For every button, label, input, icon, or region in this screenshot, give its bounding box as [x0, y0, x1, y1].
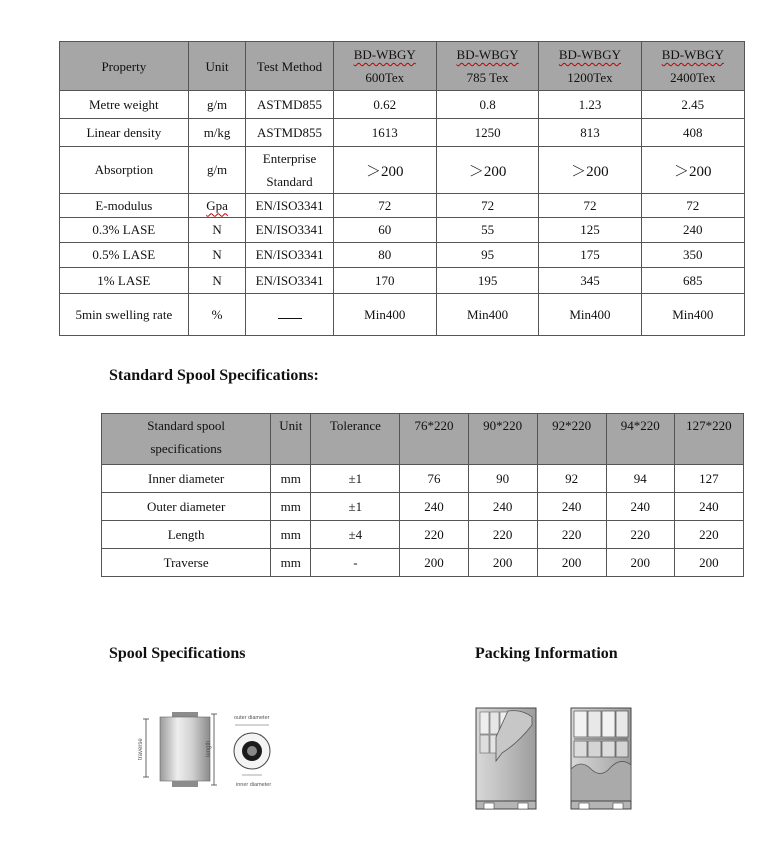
product-brand: BD-WBGY: [353, 47, 416, 62]
row-unit: %: [188, 294, 246, 336]
row-value: Min400: [436, 294, 538, 336]
row-unit: N: [188, 218, 246, 243]
row-value: 94: [606, 465, 674, 493]
product-brand: BD-WBGY: [661, 47, 724, 62]
packing-info-heading: Packing Information: [475, 645, 618, 662]
row-tolerance: ±4: [311, 521, 400, 549]
row-unit: m/kg: [188, 119, 246, 147]
row-property: 0.3% LASE: [60, 218, 189, 243]
row-property: 5min swelling rate: [60, 294, 189, 336]
row-property: 1% LASE: [60, 268, 189, 294]
table-row: [60, 218, 745, 243]
row-value: 220: [674, 521, 743, 549]
row-value: ＞200: [539, 147, 641, 194]
product-tex: 785 Tex: [466, 70, 509, 85]
row-value: 72: [641, 194, 744, 218]
header-size: 127*220: [674, 414, 743, 465]
dash-line: [278, 308, 302, 319]
row-value: 0.8: [436, 91, 538, 119]
row-name: Traverse: [102, 549, 271, 577]
header-size: 92*220: [537, 414, 606, 465]
row-value: 76: [400, 465, 468, 493]
row-value: 220: [537, 521, 606, 549]
row-value: 72: [539, 194, 641, 218]
row-value: Min400: [333, 294, 436, 336]
row-value: 72: [436, 194, 538, 218]
row-value: 1250: [436, 119, 538, 147]
spool-bottom-flange: [172, 781, 198, 787]
table-row: [60, 194, 745, 218]
spool-specs-title: Standard Spool Specifications:: [109, 367, 319, 384]
row-unit: g/m: [188, 147, 246, 194]
row-property: Absorption: [60, 147, 189, 194]
row-property: E-modulus: [60, 194, 189, 218]
header-product: [333, 42, 436, 91]
row-name: Inner diameter: [102, 465, 271, 493]
row-value: 95: [436, 243, 538, 268]
row-value: 2.45: [641, 91, 744, 119]
header-product: [641, 42, 744, 91]
packing-diagram-left: [472, 703, 542, 813]
row-method: ASTMD855: [246, 119, 333, 147]
table-row: [102, 465, 744, 493]
inner-diameter-label: inner diameter: [236, 782, 272, 788]
row-unit: mm: [271, 465, 311, 493]
table-row: [60, 294, 745, 336]
table-row: [60, 268, 745, 294]
row-name: Outer diameter: [102, 493, 271, 521]
header-tolerance: Tolerance: [311, 414, 400, 465]
row-value: 350: [641, 243, 744, 268]
row-unit: N: [188, 268, 246, 294]
spec-line: specifications: [150, 441, 222, 456]
spool-table: [101, 413, 744, 577]
length-label: length: [206, 740, 212, 757]
spec-line: Standard spool: [147, 418, 225, 433]
row-value: 60: [333, 218, 436, 243]
table-row: [60, 243, 745, 268]
spool-cylinder: [160, 717, 210, 781]
row-value: 127: [674, 465, 743, 493]
row-tolerance: ±1: [311, 465, 400, 493]
packed-spools: [574, 711, 628, 757]
row-value: 813: [539, 119, 641, 147]
row-value: 345: [539, 268, 641, 294]
row-method: [246, 294, 333, 336]
row-value: 200: [400, 549, 468, 577]
row-value: 240: [641, 218, 744, 243]
row-value: 240: [606, 493, 674, 521]
row-value: 125: [539, 218, 641, 243]
row-value: 240: [537, 493, 606, 521]
row-value: 220: [400, 521, 468, 549]
table-row: [102, 549, 744, 577]
outer-diameter-label: outer diameter: [234, 715, 270, 721]
row-value: 92: [537, 465, 606, 493]
row-property: Metre weight: [60, 91, 189, 119]
row-unit: mm: [271, 493, 311, 521]
spool-end-view: [234, 715, 271, 788]
table-row: [60, 91, 745, 119]
row-value: ＞200: [436, 147, 538, 194]
method-line: Enterprise: [262, 151, 317, 166]
row-value: ＞200: [641, 147, 744, 194]
header-test-method: Test Method: [246, 42, 333, 91]
row-value: 175: [539, 243, 641, 268]
row-value: 685: [641, 268, 744, 294]
row-value: 80: [333, 243, 436, 268]
table-row: [102, 493, 744, 521]
product-brand: BD-WBGY: [558, 47, 621, 62]
row-method: ASTMD855: [246, 91, 333, 119]
product-brand: BD-WBGY: [456, 47, 519, 62]
header-unit: Unit: [188, 42, 246, 91]
row-method: [246, 147, 333, 194]
row-value: 200: [674, 549, 743, 577]
row-value: 200: [537, 549, 606, 577]
spool-diagram: [138, 705, 288, 795]
row-unit: [188, 194, 246, 218]
header-property: Property: [60, 42, 189, 91]
table-row: [60, 147, 745, 194]
product-tex: 600Tex: [365, 70, 405, 85]
row-value: 240: [400, 493, 468, 521]
row-name: Length: [102, 521, 271, 549]
row-value: ＞200: [333, 147, 436, 194]
unit-text: Gpa: [206, 197, 228, 213]
row-tolerance: -: [311, 549, 400, 577]
header-size: 76*220: [400, 414, 468, 465]
packing-diagram-right: [567, 703, 637, 813]
spool-spec-heading: Spool Specifications: [109, 645, 246, 662]
row-property: 0.5% LASE: [60, 243, 189, 268]
row-unit: N: [188, 243, 246, 268]
header-size: 94*220: [606, 414, 674, 465]
row-method: EN/ISO3341: [246, 243, 333, 268]
row-value: 200: [468, 549, 537, 577]
header-unit: Unit: [271, 414, 311, 465]
row-value: 240: [468, 493, 537, 521]
row-value: Min400: [539, 294, 641, 336]
row-value: 72: [333, 194, 436, 218]
method-line: Standard: [266, 174, 313, 189]
traverse-label: traverse: [138, 738, 144, 760]
spool-header-row: [102, 414, 744, 465]
row-value: 1613: [333, 119, 436, 147]
header-product: [436, 42, 538, 91]
row-method: EN/ISO3341: [246, 218, 333, 243]
properties-header-row: [60, 42, 745, 91]
header-size: 90*220: [468, 414, 537, 465]
table-row: [60, 119, 745, 147]
row-value: 408: [641, 119, 744, 147]
row-value: 195: [436, 268, 538, 294]
row-value: 170: [333, 268, 436, 294]
row-value: 220: [468, 521, 537, 549]
row-unit: mm: [271, 549, 311, 577]
product-tex: 1200Tex: [567, 70, 613, 85]
header-product: [539, 42, 641, 91]
row-value: Min400: [641, 294, 744, 336]
row-tolerance: ±1: [311, 493, 400, 521]
row-method: EN/ISO3341: [246, 194, 333, 218]
row-unit: g/m: [188, 91, 246, 119]
row-value: 90: [468, 465, 537, 493]
row-unit: mm: [271, 521, 311, 549]
row-value: 55: [436, 218, 538, 243]
row-property: Linear density: [60, 119, 189, 147]
row-value: 240: [674, 493, 743, 521]
table-row: [102, 521, 744, 549]
row-value: 0.62: [333, 91, 436, 119]
traverse-dimension: [138, 719, 149, 777]
properties-table: [59, 41, 745, 336]
header-spec: [102, 414, 271, 465]
product-tex: 2400Tex: [670, 70, 716, 85]
row-value: 200: [606, 549, 674, 577]
row-value: 220: [606, 521, 674, 549]
row-method: EN/ISO3341: [246, 268, 333, 294]
row-value: 1.23: [539, 91, 641, 119]
